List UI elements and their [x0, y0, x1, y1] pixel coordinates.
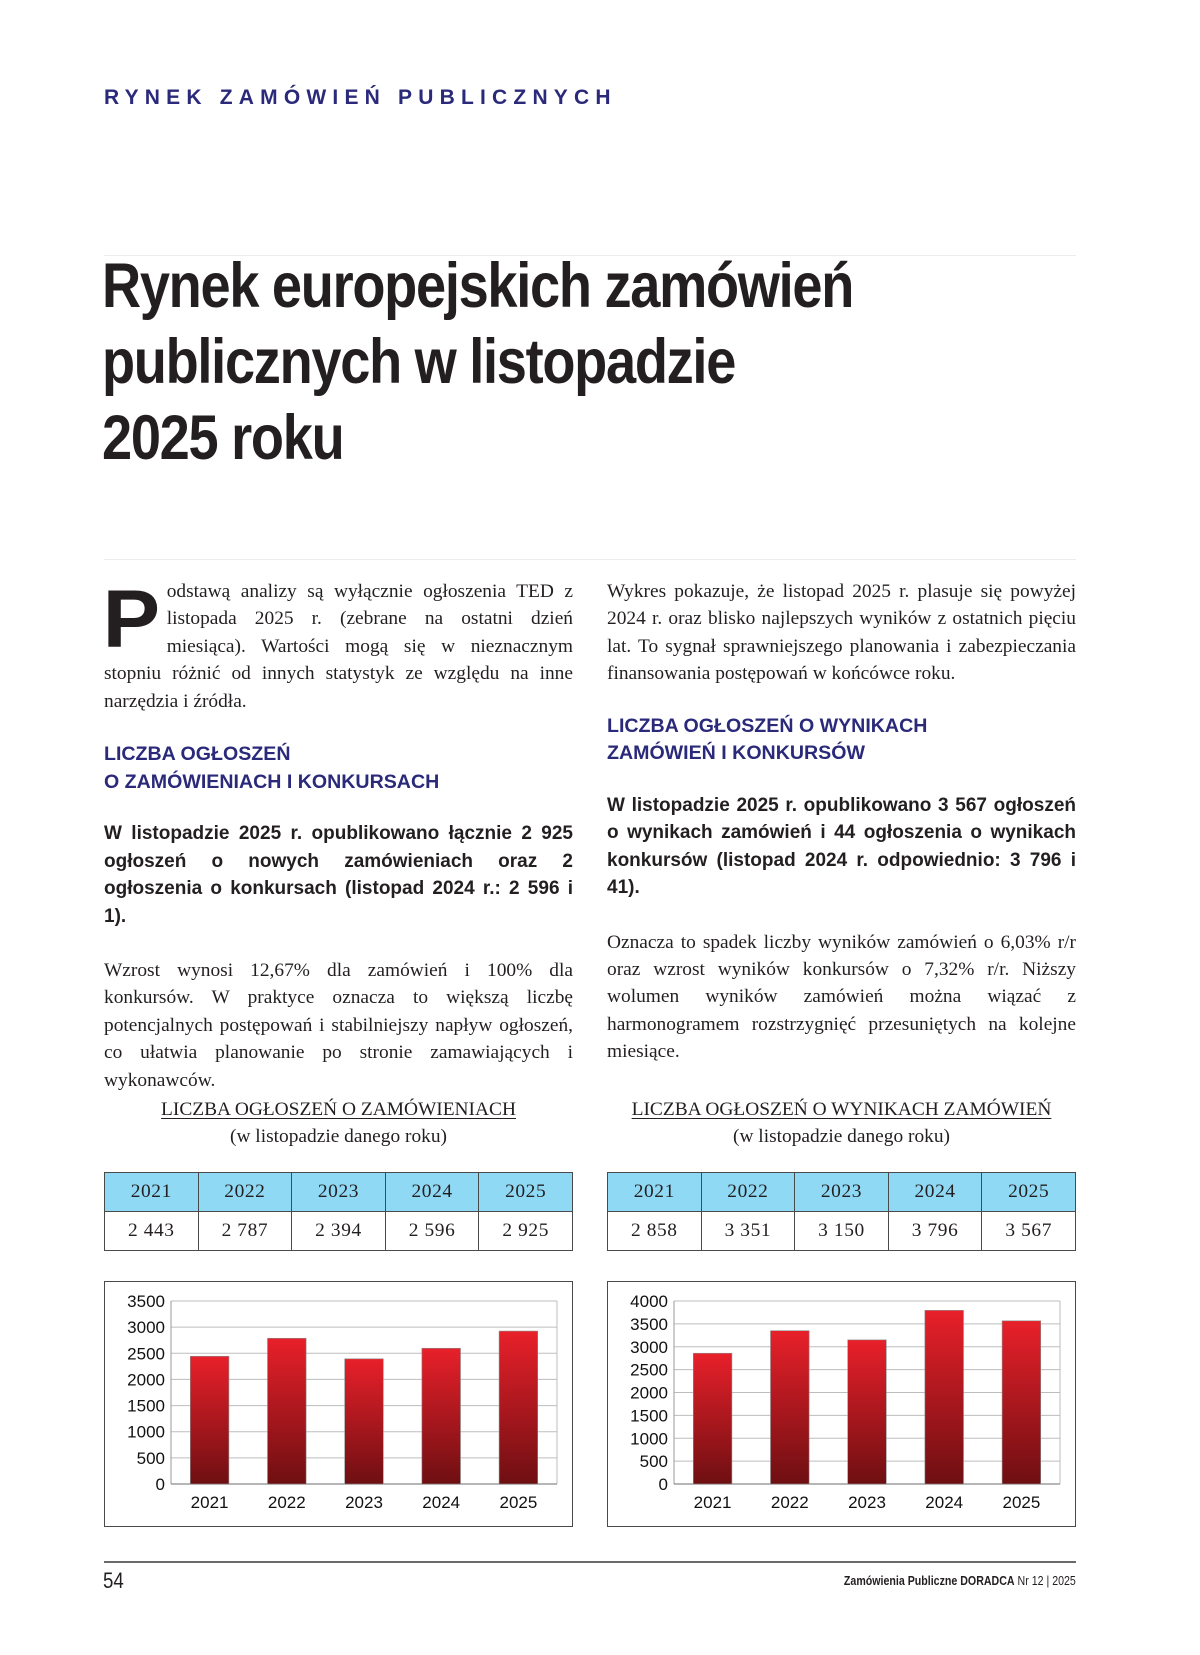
y-tick-label: 1500	[630, 1406, 668, 1426]
x-tick-label: 2025	[1002, 1493, 1041, 1512]
x-tick-label: 2025	[499, 1493, 538, 1512]
table-header-cell: 2023	[292, 1173, 386, 1212]
footer-divider	[104, 1561, 1076, 1563]
title-line: publicznych w listopadzie	[102, 327, 736, 397]
bar-2021	[190, 1356, 229, 1484]
y-tick-label: 1500	[127, 1396, 165, 1416]
table-cell: 3 150	[795, 1212, 889, 1251]
x-tick-label: 2021	[190, 1493, 229, 1512]
bar-2024	[925, 1310, 964, 1484]
table-cell: 2 858	[608, 1212, 702, 1251]
page-number: 54	[103, 1568, 124, 1593]
table-header-cell: 2021	[105, 1173, 199, 1212]
x-tick-label: 2022	[267, 1493, 306, 1512]
title-line: Rynek europejskich zamówień	[102, 251, 854, 321]
table-caption-subtitle: (w listopadzie danego roku)	[733, 1126, 950, 1148]
publication-footer	[844, 1574, 1076, 1588]
y-tick-label: 500	[136, 1448, 165, 1468]
right-intro-paragraph: Wykres pokazuje, że listopad 2025 r. plasuje się powyżej 2024 r. oraz blisko najlepszych wyników z ostatnich pięciu lat. To sygnał sprawniejszego planowania i zabezpieczania finansowania postępowań w końcówce roku.	[607, 581, 1076, 685]
table-cell: 3 567	[982, 1212, 1076, 1251]
y-tick-label: 2500	[127, 1344, 165, 1364]
footer-separator: |	[1046, 1574, 1050, 1588]
y-tick-label: 4000	[630, 1292, 668, 1311]
table-caption-title: LICZBA OGŁOSZEŃ O WYNIKACH ZAMÓWIEŃ	[631, 1099, 1052, 1120]
y-tick-label: 2000	[630, 1383, 668, 1403]
table-row	[608, 1212, 1076, 1251]
y-tick-label: 3500	[127, 1292, 165, 1311]
lead-paragraph-results: W listopadzie 2025 r. opublikowano 3 567 ogłoszeń o wynikach zamówień i 44 ogłoszenia o wynikach konkursów (listopad 2024 r. odpowiednio: 3 796 i 41).	[607, 794, 1076, 899]
body-paragraph-notices: Wzrost wynosi 12,67% dla zamówień i 100% dla konkursów. W praktyce oznacza to większą liczbę potencjalnych postępowań i stabilniejszy napływ ogłoszeń, co ułatwia planowanie po stronie zamawiających i wykonawców.	[104, 960, 573, 1091]
section-heading-line: LICZBA OGŁOSZEŃ O WYNIKACH	[607, 714, 928, 737]
bar-chart-notices	[104, 1281, 573, 1527]
table-cell: 2 596	[385, 1212, 479, 1251]
issue-year: 2025	[1052, 1574, 1076, 1588]
chart-svg	[105, 1282, 572, 1526]
section-heading-results	[607, 713, 1076, 768]
y-tick-label: 2000	[127, 1370, 165, 1390]
table-header-cell: 2021	[608, 1173, 702, 1212]
bar-2023	[848, 1340, 887, 1484]
table-cell: 2 925	[479, 1212, 573, 1251]
chart-svg	[608, 1282, 1075, 1526]
body-top-divider	[104, 559, 1076, 560]
lead-paragraph-notices: W listopadzie 2025 r. opublikowano łącznie 2 925 ogłoszeń o nowych zamówieniach oraz 2 ogłoszenia o konkursach (listopad 2024 r.: 2 596 i 1).	[104, 823, 573, 927]
table-header-cell: 2022	[701, 1173, 795, 1212]
publication-name: Zamówienia Publiczne	[844, 1574, 958, 1588]
table-header-cell: 2022	[198, 1173, 292, 1212]
y-tick-label: 0	[658, 1475, 668, 1494]
body-paragraph-results: Oznacza to spadek liczby wyników zamówień o 6,03% r/r oraz wzrost wyników konkursów o 7,32% r/r. Niższy wolumen wyników zamówień można wiązać z harmonogramem rozstrzygnięć przesuniętych na kolejne miesiące.	[607, 931, 1076, 1063]
title-line: 2025 roku	[102, 403, 344, 473]
table-cell: 2 394	[292, 1212, 386, 1251]
y-tick-label: 1000	[630, 1429, 668, 1449]
bar-2021	[693, 1353, 732, 1484]
yearly-table-results	[607, 1172, 1076, 1251]
table-cell: 2 787	[198, 1212, 292, 1251]
bar-chart-results	[607, 1281, 1076, 1527]
y-tick-label: 3000	[127, 1318, 165, 1338]
drop-cap: P	[102, 574, 161, 665]
table-header-cell: 2025	[479, 1173, 573, 1212]
article-title	[102, 248, 945, 476]
table-header-cell: 2024	[385, 1173, 479, 1212]
bar-2025	[1002, 1321, 1041, 1484]
x-tick-label: 2024	[422, 1493, 461, 1512]
y-tick-label: 500	[639, 1452, 668, 1472]
table-header-row	[105, 1173, 573, 1212]
y-tick-label: 0	[155, 1475, 165, 1494]
y-tick-label: 3500	[630, 1314, 668, 1334]
bar-2022	[268, 1338, 307, 1484]
y-tick-label: 1000	[127, 1422, 165, 1442]
yearly-table-notices	[104, 1172, 573, 1251]
bar-2024	[422, 1348, 461, 1484]
right-column	[607, 578, 1076, 1066]
publication-brand: DORADCA	[960, 1574, 1015, 1588]
section-heading-line: ZAMÓWIEŃ I KONKURSÓW	[607, 742, 865, 765]
table-caption-notices	[104, 1096, 573, 1151]
issue-number: Nr 12	[1017, 1574, 1044, 1588]
y-tick-label: 2500	[630, 1360, 668, 1380]
bar-2025	[499, 1331, 538, 1484]
table-header-cell: 2024	[888, 1173, 982, 1212]
bar-2023	[345, 1359, 384, 1484]
x-tick-label: 2023	[848, 1493, 886, 1512]
table-cell: 3 796	[888, 1212, 982, 1251]
table-cell: 2 443	[105, 1212, 199, 1251]
x-tick-label: 2022	[770, 1493, 809, 1512]
table-row	[105, 1212, 573, 1251]
table-header-row	[608, 1173, 1076, 1212]
section-kicker: RYNEK ZAMÓWIEŃ PUBLICZNYCH	[104, 86, 617, 109]
y-tick-label: 3000	[630, 1337, 668, 1357]
x-tick-label: 2021	[693, 1493, 732, 1512]
table-header-cell: 2023	[795, 1173, 889, 1212]
table-header-cell: 2025	[982, 1173, 1076, 1212]
intro-text: odstawą analizy są wyłącznie ogłoszenia TED z listopada 2025 r. (zebrane na ostatni dzień miesiąca). Wartości mogą się w nieznacznym stopniu różnić od innych statystyk ze względu na inne narzędzia i źródła.	[104, 581, 573, 712]
x-tick-label: 2024	[925, 1493, 964, 1512]
section-heading-notices	[104, 741, 573, 796]
intro-paragraph	[102, 574, 573, 715]
section-heading-line: O ZAMÓWIENIACH I KONKURSACH	[104, 770, 440, 793]
table-caption-title: LICZBA OGŁOSZEŃ O ZAMÓWIENIACH	[161, 1099, 516, 1120]
x-tick-label: 2023	[345, 1493, 383, 1512]
left-column	[102, 574, 573, 1094]
table-caption-subtitle: (w listopadzie danego roku)	[230, 1126, 447, 1148]
section-heading-line: LICZBA OGŁOSZEŃ	[104, 743, 291, 766]
bar-2022	[771, 1331, 810, 1484]
table-caption-results	[607, 1096, 1076, 1151]
table-cell: 3 351	[701, 1212, 795, 1251]
